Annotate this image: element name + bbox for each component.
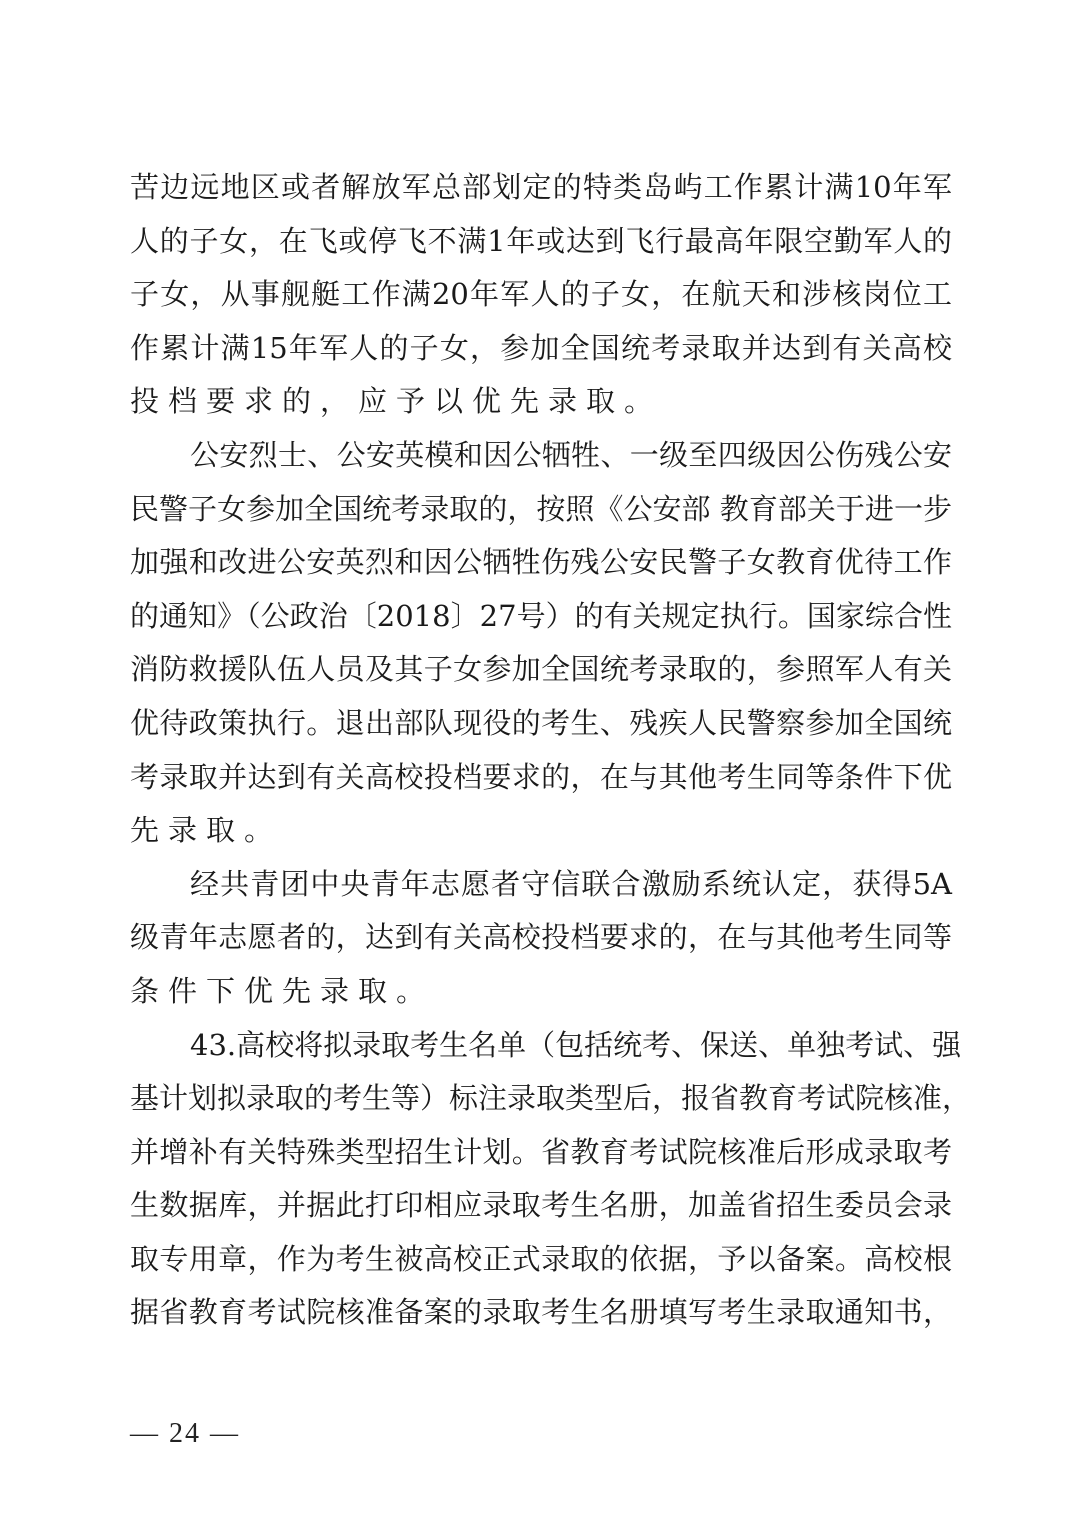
text-line: 基计划拟录取的考生等）标注录取类型后，报省教育考试院核准， [130,1081,972,1116]
text-line: 生数据库，并据此打印相应录取考生名册，加盖省招生委员会录 [130,1188,952,1223]
paragraph-item-43 [130,1024,972,1346]
text-line: 的通知》（公政治〔2018〕27号）的有关规定执行。国家综合性 [130,598,952,633]
text-line: 并增补有关特殊类型招生计划。省教育考试院核准后形成录取考 [130,1134,952,1169]
text-line: 取专用章，作为考生被高校正式录取的依据，予以备案。高校根 [130,1241,952,1276]
text-line: 子女，从事舰艇工作满20年军人的子女，在航天和涉核岗位工 [130,277,952,312]
document-body [130,166,972,1345]
paragraph-military-children [130,166,952,434]
text-line: 先录取。 [130,813,283,848]
text-line: 加强和改进公安英烈和因公牺牲伤残公安民警子女教育优待工作 [130,545,952,580]
text-line: 优待政策执行。退出部队现役的考生、残疾人民警察参加全国统 [130,705,952,740]
text-line: 43.高校将拟录取考生名单（包括统考、保送、单独考试、强 [190,1027,962,1062]
text-line: 条件下优先录取。 [130,973,435,1008]
text-line: 人的子女，在飞或停飞不满1年或达到飞行最高年限空勤军人的 [130,223,952,258]
text-line: 作累计满15年军人的子女，参加全国统考录取并达到有关高校 [130,330,952,365]
paragraph-police-children [130,434,952,863]
text-line: 投档要求的，应予以优先录取。 [130,384,663,419]
text-line: 考录取并达到有关高校投档要求的，在与其他考生同等条件下优 [130,759,952,794]
paragraph-volunteers [130,863,952,1024]
text-line: 消防救援队伍人员及其子女参加全国统考录取的，参照军人有关 [130,652,952,687]
text-line: 级青年志愿者的，达到有关高校投档要求的，在与其他考生同等 [130,920,952,955]
text-line: 苦边远地区或者解放军总部划定的特类岛屿工作累计满10年军 [130,170,952,204]
text-line: 经共青团中央青年志愿者守信联合激励系统认定，获得5A [190,866,952,901]
page-number: — 24 — [130,1418,240,1449]
text-line: 民警子女参加全国统考录取的，按照《公安部 教育部关于进一步 [130,491,952,526]
text-line: 据省教育考试院核准备案的录取考生名册填写考生录取通知书， [130,1295,952,1330]
text-line: 公安烈士、公安英模和因公牺牲、一级至四级因公伤残公安 [190,437,952,472]
